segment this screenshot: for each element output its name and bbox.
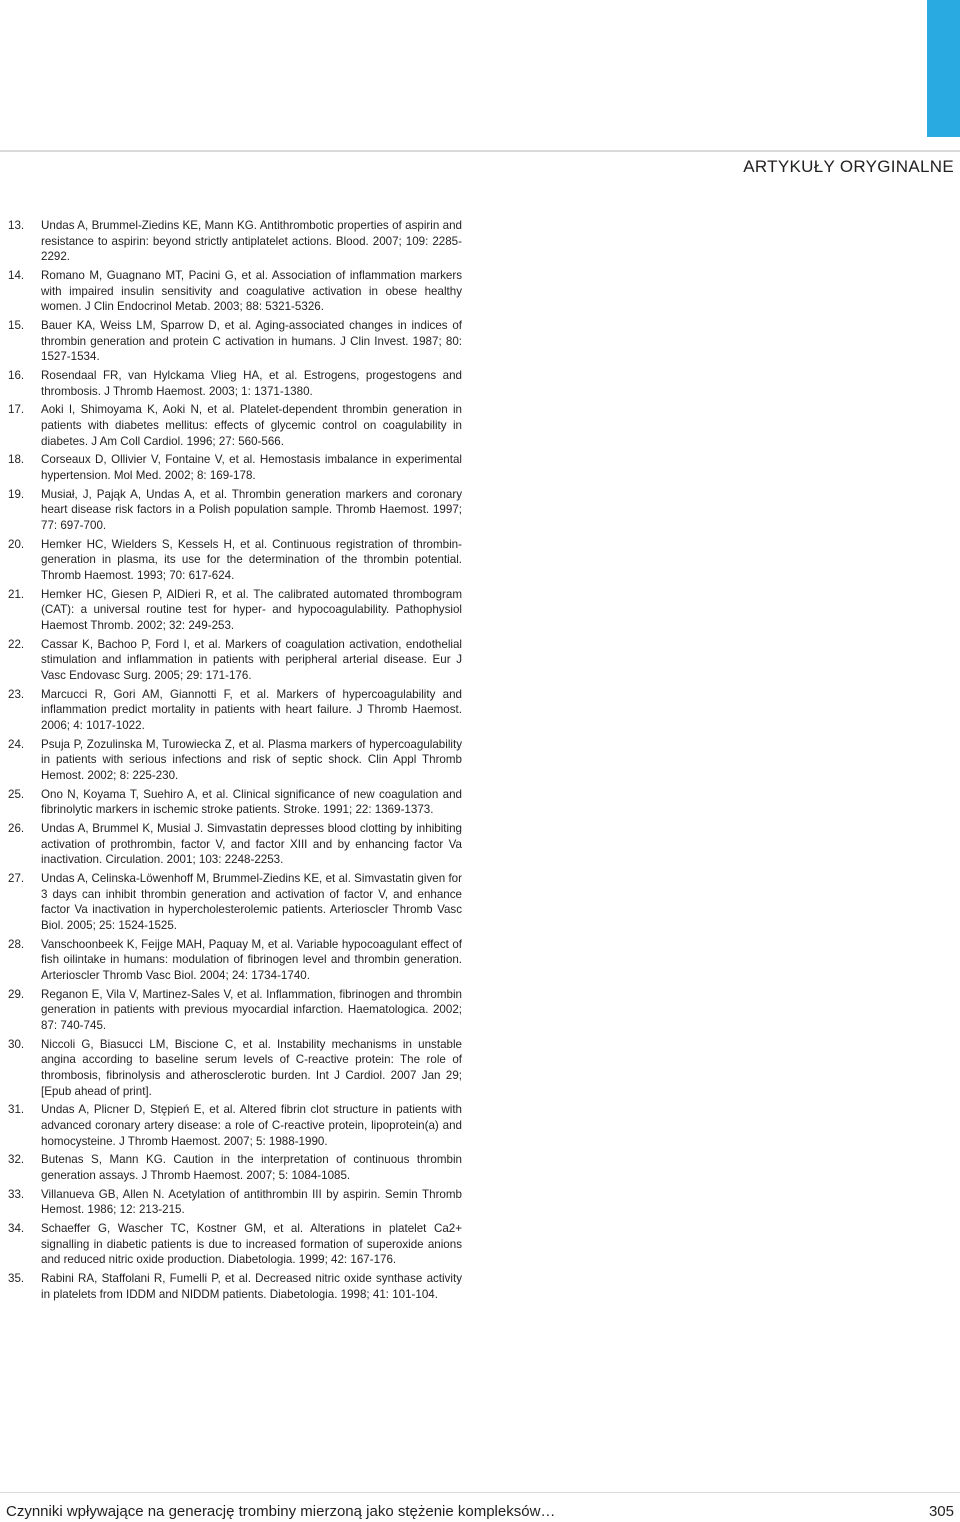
reference-item bbox=[8, 537, 462, 584]
reference-number: 29. bbox=[8, 987, 25, 1001]
reference-text: Marcucci R, Gori AM, Giannotti F, et al. Markers of hypercoagulability and inflammation predict mortality in patients with heart failure. J Thromb Haemost. 2006; 4: 1017-1022. bbox=[41, 687, 462, 732]
reference-item bbox=[8, 1221, 462, 1268]
reference-number: 17. bbox=[8, 403, 25, 417]
reference-item bbox=[8, 268, 462, 315]
reference-item bbox=[8, 402, 462, 449]
reference-item bbox=[8, 487, 462, 534]
reference-number: 31. bbox=[8, 1103, 25, 1117]
reference-text: Reganon E, Vila V, Martinez-Sales V, et al. Inflammation, fibrinogen and thrombin generation in patients with previous myocardial infarction. Haematologica. 2002; 87: 740-745. bbox=[41, 987, 462, 1032]
reference-item bbox=[8, 937, 462, 984]
reference-text: Vanschoonbeek K, Feijge MAH, Paquay M, et al. Variable hypocoagulant effect of fish oilintake in humans: modulation of fibrinogen level and thrombin generation. Arterioscler Thromb Vasc Biol. 2004; 24: 1734-1740. bbox=[41, 937, 462, 982]
reference-item bbox=[8, 587, 462, 634]
reference-number: 23. bbox=[8, 687, 25, 701]
reference-number: 32. bbox=[8, 1153, 25, 1167]
reference-text: Butenas S, Mann KG. Caution in the interpretation of continuous thrombin generation assays. J Thromb Haemost. 2007; 5: 1084-1085. bbox=[41, 1153, 462, 1182]
reference-text: Villanueva GB, Allen N. Acetylation of antithrombin III by aspirin. Semin Thromb Hemost. 1986; 12: 213-215. bbox=[41, 1187, 462, 1217]
reference-text: Rosendaal FR, van Hylckama Vlieg HA, et al. Estrogens, progestogens and thrombosis. J Thromb Haemost. 2003; 1: 1371-1380. bbox=[41, 369, 462, 398]
reference-number: 19. bbox=[8, 487, 25, 501]
reference-number: 35. bbox=[8, 1271, 25, 1285]
reference-text: Musiał, J, Pająk A, Undas A, et al. Thrombin generation markers and coronary heart disease risk factors in a Polish population sample. Thromb Haemost. 1997; 77: 697-700. bbox=[41, 487, 462, 532]
reference-item bbox=[8, 1102, 462, 1149]
reference-number: 21. bbox=[8, 587, 25, 601]
reference-item bbox=[8, 318, 462, 365]
reference-item bbox=[8, 871, 462, 934]
reference-item bbox=[8, 1187, 462, 1218]
reference-text: Bauer KA, Weiss LM, Sparrow D, et al. Aging-associated changes in indices of thrombin generation and protein C activation in humans. J Clin Invest. 1987; 80: 1527-1534. bbox=[41, 319, 462, 364]
reference-number: 28. bbox=[8, 937, 25, 951]
reference-number: 30. bbox=[8, 1037, 25, 1051]
reference-text: Psuja P, Zozulinska M, Turowiecka Z, et al. Plasma markers of hypercoagulability in patients with serious infections and risk of septic shock. Clin Appl Thromb Hemost. 2002; 8: 225-230. bbox=[41, 737, 462, 782]
reference-text: Romano M, Guagnano MT, Pacini G, et al. Association of inflammation markers with impaired insulin sensitivity and coagulative activation in obese healthy women. J Clin Endocrinol Metab. 2003; 88: 5321-5326. bbox=[41, 269, 462, 314]
footer-divider bbox=[0, 1492, 960, 1493]
reference-item bbox=[8, 1152, 462, 1183]
reference-item bbox=[8, 821, 462, 868]
reference-item bbox=[8, 787, 462, 818]
section-label: ARTYKUŁY ORYGINALNE bbox=[743, 157, 954, 176]
reference-number: 27. bbox=[8, 871, 25, 885]
reference-item bbox=[8, 368, 462, 399]
reference-text: Rabini RA, Staffolani R, Fumelli P, et al. Decreased nitric oxide synthase activity in platelets from IDDM and NIDDM patients. Diabetologia. 1998; 41: 101-104. bbox=[41, 1271, 462, 1301]
reference-text: Cassar K, Bachoo P, Ford I, et al. Markers of coagulation activation, endothelial stimulation and inflammation in patients with peripheral arterial disease. Eur J Vasc Endovasc Surg. 2005; 29: 171-176. bbox=[41, 637, 462, 682]
reference-text: Aoki I, Shimoyama K, Aoki N, et al. Platelet-dependent thrombin generation in patients with diabetes mellitus: effects of glycemic control on coagulability in diabetes. J Am Coll Cardiol. 1996; 27: 560-566. bbox=[41, 403, 462, 448]
reference-text: Ono N, Koyama T, Suehiro A, et al. Clinical significance of new coagulation and fibrinolytic markers in ischemic stroke patients. Stroke. 1991; 22: 1369-1373. bbox=[41, 787, 462, 817]
reference-text: Undas A, Plicner D, Stępień E, et al. Altered fibrin clot structure in patients with advanced coronary artery disease: a role of C-reactive protein, lipoprotein(a) and homocysteine. J Thromb Haemost. 2007; 5: 1988-1990. bbox=[41, 1103, 462, 1148]
reference-text: Corseaux D, Ollivier V, Fontaine V, et al. Hemostasis imbalance in experimental hypertension. Mol Med. 2002; 8: 169-178. bbox=[41, 453, 462, 482]
reference-item bbox=[8, 218, 462, 265]
reference-text: Niccoli G, Biasucci LM, Biscione C, et al. Instability mechanisms in unstable angina according to baseline serum levels of C-reactive protein: The role of thrombosis, fibrinolysis and atherosclerotic burden. Int J Cardiol. 2007 Jan 29; [Epub ahead of print]. bbox=[41, 1037, 462, 1098]
reference-number: 15. bbox=[8, 319, 25, 332]
header-divider bbox=[0, 150, 960, 152]
reference-item bbox=[8, 637, 462, 684]
reference-item bbox=[8, 1037, 462, 1100]
reference-text: Hemker HC, Giesen P, AlDieri R, et al. The calibrated automated thrombogram (CAT): a universal routine test for hyper- and hypocoagulability. Pathophysiol Haemost Thromb. 2002; 32: 249-253. bbox=[41, 587, 462, 632]
reference-item bbox=[8, 987, 462, 1034]
page-number: 305 bbox=[928, 1503, 954, 1520]
reference-number: 24. bbox=[8, 737, 25, 751]
accent-color-bar bbox=[927, 0, 960, 137]
running-title: Czynniki wpływające na generację trombiny mierzoną jako stężenie kompleksów… bbox=[6, 1503, 556, 1520]
reference-number: 26. bbox=[8, 821, 25, 835]
reference-number: 14. bbox=[8, 269, 25, 282]
reference-item bbox=[8, 687, 462, 734]
reference-number: 34. bbox=[8, 1221, 25, 1235]
reference-list bbox=[8, 218, 462, 1305]
reference-number: 22. bbox=[8, 637, 25, 651]
reference-number: 33. bbox=[8, 1187, 25, 1201]
reference-text: Hemker HC, Wielders S, Kessels H, et al. Continuous registration of thrombin-generation in plasma, its use for the determination of the thrombin potential. Thromb Haemost. 1993; 70: 617-624. bbox=[41, 537, 462, 582]
reference-text: Undas A, Celinska-Löwenhoff M, Brummel-Ziedins KE, et al. Simvastatin given for 3 days can inhibit thrombin generation and activation of factor V, and enhance factor Va inactivation in hypercholesterolemic patients. Arterioscler Thromb Vasc Biol. 2005; 25: 1524-1525. bbox=[41, 871, 462, 932]
reference-item bbox=[8, 737, 462, 784]
reference-item bbox=[8, 452, 462, 483]
reference-text: Schaeffer G, Wascher TC, Kostner GM, et al. Alterations in platelet Ca2+ signalling in diabetic patients is due to increased formation of superoxide anions and reduced nitric oxide production. Diabetologia. 1999; 42: 167-176. bbox=[41, 1221, 462, 1267]
reference-number: 25. bbox=[8, 787, 25, 801]
reference-number: 20. bbox=[8, 537, 25, 551]
reference-number: 18. bbox=[8, 453, 25, 467]
reference-text: Undas A, Brummel-Ziedins KE, Mann KG. Antithrombotic properties of aspirin and resistance to aspirin: beyond strictly antiplatelet actions. Blood. 2007; 109: 2285-2292. bbox=[41, 219, 462, 264]
reference-text: Undas A, Brummel K, Musial J. Simvastatin depresses blood clotting by inhibiting activation of prothrombin, factor V, and factor XIII and by enhancing factor Va inactivation. Circulation. 2001; 103: 2248-2253. bbox=[41, 821, 462, 867]
reference-number: 16. bbox=[8, 369, 25, 382]
reference-item bbox=[8, 1271, 462, 1302]
reference-number: 13. bbox=[8, 219, 25, 232]
